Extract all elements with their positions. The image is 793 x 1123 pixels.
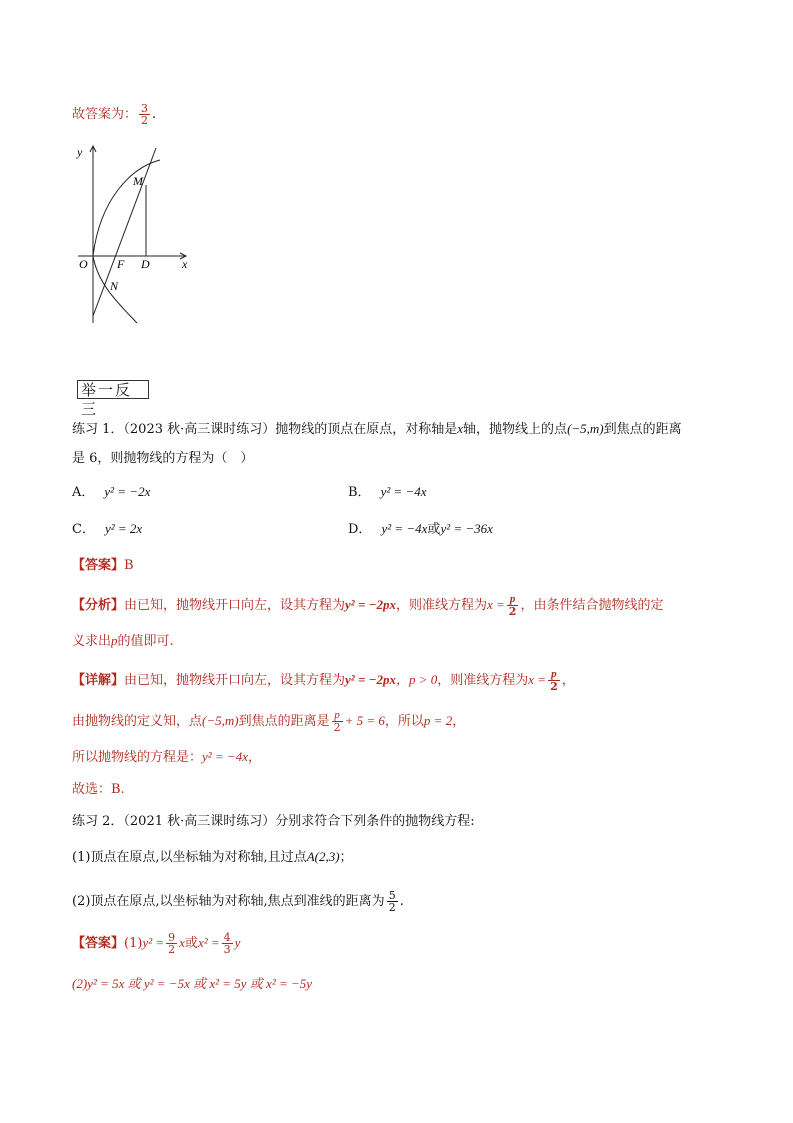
ex1-option-b: B． y² = −4x bbox=[348, 484, 427, 500]
ex1-definition-line: 由抛物线的定义知，点(−5,m)到焦点的距离是 $\frac{p}{2}$ + 5 = 6，所以p = 2， bbox=[72, 709, 466, 734]
ex1-answer: 【答案】B bbox=[72, 558, 134, 573]
ex1-question-line2: 是 6，则抛物线的方程为（ ） bbox=[72, 451, 254, 466]
label-d: D bbox=[141, 257, 150, 271]
section-title: 举一反三 bbox=[77, 380, 149, 399]
ex1-option-c: C． y² = 2x bbox=[72, 521, 143, 537]
label-f: F bbox=[117, 257, 125, 271]
ex1-option-d: D． y² = −4x或y² = −36x bbox=[348, 521, 493, 537]
ex2-part2: (2)顶点在原点,以坐标轴为对称轴,焦点到准线的距离为 $\frac{5}{2}$ . bbox=[72, 889, 404, 914]
parabola-curve bbox=[93, 160, 160, 323]
label-o: O bbox=[79, 257, 88, 271]
ex1-detail-line1: 【详解】由已知，抛物线开口向左，设其方程为y² = −2px，p > 0，则准线方程为x = $\frac{p}{2}$ ， bbox=[72, 668, 575, 693]
intro-answer: 故答案为： $\frac{3}{2}$ . bbox=[72, 102, 157, 127]
ex1-option-a: A． y² = −2x bbox=[72, 484, 151, 500]
intro-answer-fraction: $\frac{3}{2}$ bbox=[141, 102, 149, 127]
ex1-equation-line: 所以抛物线的方程是：y² = −4x， bbox=[72, 749, 262, 765]
ex1-question-line1: 练习 1．（2023 秋·高三课时练习）抛物线的顶点在原点，对称轴是x轴，抛物线上的点(−5,m)到焦点的距离 bbox=[72, 421, 682, 437]
parabola-figure bbox=[70, 140, 195, 325]
label-n: N bbox=[110, 279, 119, 293]
ex2-answer-2: (2)y² = 5x 或 y² = −5x 或 x² = 5y 或 x² = −5y bbox=[72, 976, 313, 991]
label-m: M bbox=[133, 174, 143, 188]
label-y: y bbox=[77, 145, 83, 159]
focal-chord-line bbox=[93, 148, 156, 316]
intro-answer-label: 故答案为： bbox=[72, 107, 138, 122]
label-x: x bbox=[182, 257, 188, 271]
ex2-question: 练习 2．（2021 秋·高三课时练习）分别求符合下列条件的抛物线方程: bbox=[72, 814, 475, 829]
ex1-analysis-line2: 义求出p的值即可. bbox=[72, 633, 174, 649]
ex1-analysis-line1: 【分析】由已知，抛物线开口向左，设其方程为y² = −2px，则准线方程为x = $\frac{p}{2}$ ，由条件结合抛物线的定 bbox=[72, 593, 664, 618]
ex2-answer-1: 【答案】(1)y² = $\frac{9}{2}$ x或x² = $\frac{4}{3}$ y bbox=[72, 931, 241, 956]
ex1-choose: 故选：B. bbox=[72, 782, 125, 797]
ex2-part1: (1)顶点在原点,以坐标轴为对称轴,且过点A(2,3)； bbox=[72, 849, 353, 865]
